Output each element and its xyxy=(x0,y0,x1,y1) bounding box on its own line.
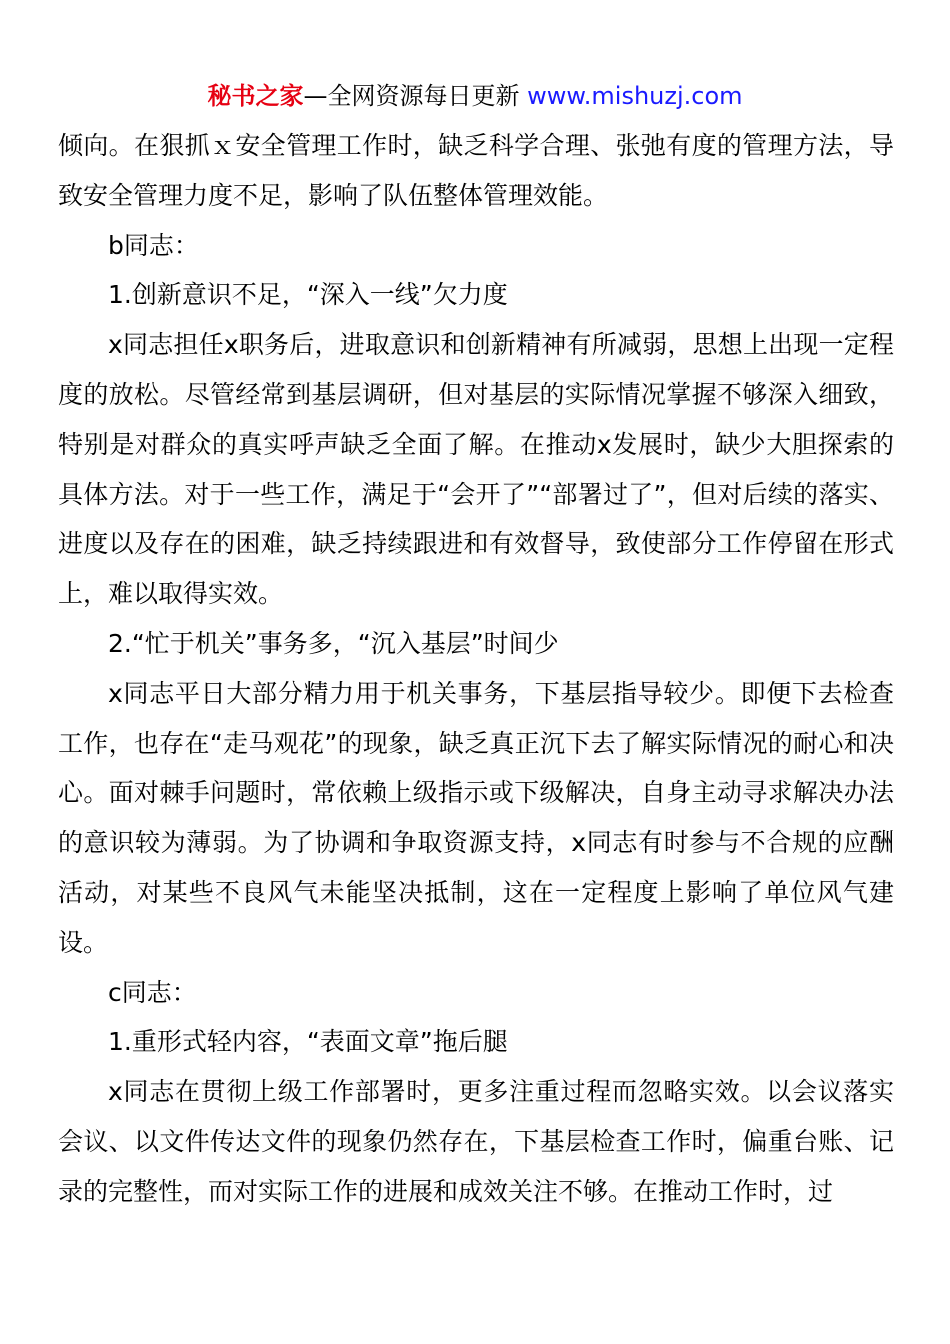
subheading-c-1: 1.重形式轻内容，“表面文章”拖后腿 xyxy=(108,1027,508,1057)
subheading-b-1: 1.创新意识不足，“深入一线”欠力度 xyxy=(108,280,508,310)
paragraph-b-1: x同志担任x职务后，进取意识和创新精神有所减弱，思想上出现一定程度的放松。尽管经常到基层调研，但对基层的实际情况掌握不够深入细致，特别是对群众的真实呼声缺乏全面了解。在推动x发展时，缺少大胆探索的具体方法。对于一些工作，满足于“会开了”“部署过了”，但对后续的落实、进度以及存在的困难，缺乏持续跟进和有效督导，致使部分工作停留在形式上，难以取得实效。 xyxy=(58,330,894,609)
subheading-b-2: 2.“忙于机关”事务多，“沉入基层”时间少 xyxy=(108,628,559,658)
paragraph-c-1: x同志在贯彻上级工作部署时，更多注重过程而忽略实效。以会议落实会议、以文件传达文件的现象仍然存在，下基层检查工作时，偏重台账、记录的完整性，而对实际工作的进展和成效关注不够。在推动工作时，过 xyxy=(58,1077,894,1206)
header-tagline: —全网资源每日更新 xyxy=(303,82,528,110)
paragraph-b-2: x同志平日大部分精力用于机关事务，下基层指导较少。即便下去检查工作，也存在“走马观花”的现象，缺乏真正沉下去了解实际情况的耐心和决心。面对棘手问题时，常依赖上级指示或下级解决，自身主动寻求解决办法的意识较为薄弱。为了协调和争取资源支持，x同志有时参与不合规的应酬活动，对某些不良风气未能坚决抵制，这在一定程度上影响了单位风气建设。 xyxy=(58,678,894,957)
paragraph-continuation: 倾向。在狠抓ｘ安全管理工作时，缺乏科学合理、张弛有度的管理方法，导致安全管理力度不足，影响了队伍整体管理效能。 xyxy=(58,131,894,210)
site-url[interactable]: www.mishuzj.com xyxy=(527,82,743,110)
section-heading-b: b同志： xyxy=(108,230,199,260)
section-heading-c: c同志： xyxy=(108,977,197,1007)
site-header xyxy=(0,80,950,112)
brand-name: 秘书之家 xyxy=(207,82,304,110)
document-body xyxy=(58,121,894,1217)
